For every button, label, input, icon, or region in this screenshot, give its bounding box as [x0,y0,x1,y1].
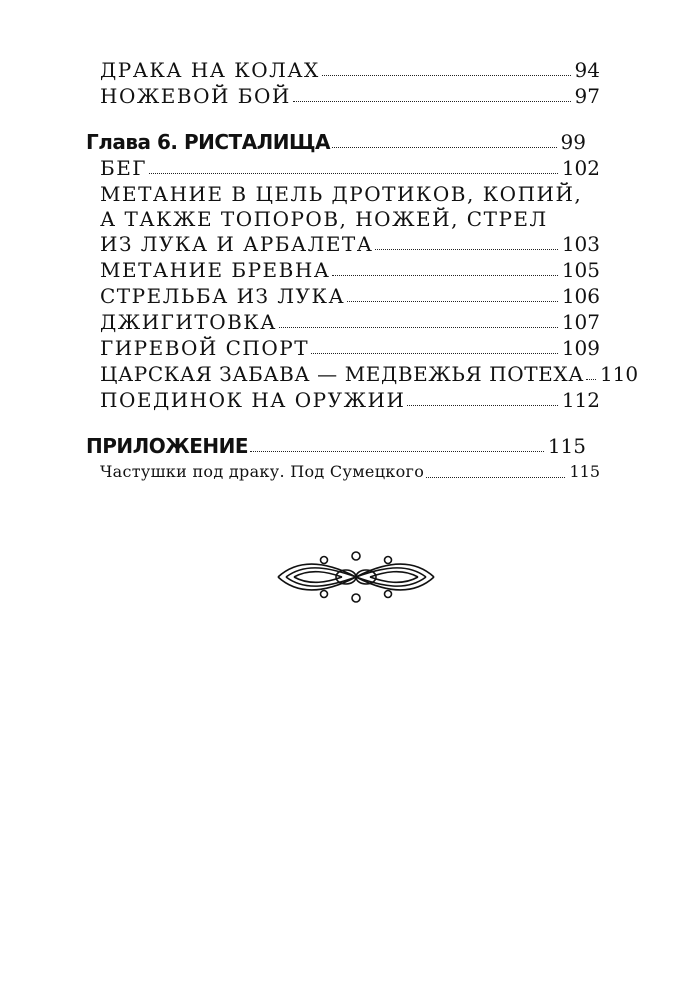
dot-leader [347,301,558,302]
toc-entry-title: СТРЕЛЬБА ИЗ ЛУКА [100,284,346,308]
dot-leader [407,405,557,406]
toc-entry[interactable] [86,232,600,256]
toc-entry-title: МЕТАНИЕ БРЕВНА [100,258,331,282]
toc-entry[interactable] [86,460,600,484]
celtic-knot-icon [276,548,436,606]
toc-entry-page: 94 [574,58,600,82]
toc-entry-page: 103 [561,232,600,256]
dot-leader [149,173,558,174]
toc-entry[interactable] [86,336,600,360]
dot-leader [322,75,571,76]
toc-entry-title-line: МЕТАНИЕ В ЦЕЛЬ ДРОТИКОВ, КОПИЙ, [100,182,583,206]
dot-leader [311,353,558,354]
toc-entry[interactable] [86,84,600,108]
toc-entry-page: 97 [574,84,600,108]
toc-entry[interactable] [86,58,600,82]
toc-entry[interactable] [86,310,600,334]
toc-entry-title: БЕГ [100,156,148,180]
toc-entry-title: ГИРЕВОЙ СПОРТ [100,336,310,360]
toc-entry[interactable] [86,362,639,386]
chapter-page: 99 [560,130,586,154]
toc-appendix-heading[interactable] [86,434,586,458]
appendix-page: 115 [547,434,586,458]
appendix-title: ПРИЛОЖЕНИЕ [86,434,249,458]
toc-entry-page: 105 [561,258,600,282]
toc-entry-title: Частушки под драку. Под Сумецкого [100,462,425,481]
dot-leader [586,379,596,380]
toc-entry-title: ПОЕДИНОК НА ОРУЖИИ [100,388,406,412]
chapter-title: Глава 6. РИСТАЛИЩА [86,130,331,154]
toc-entry[interactable] [86,388,600,412]
toc-entry[interactable] [86,258,600,282]
toc-entry-page: 110 [599,362,639,386]
toc-entry-page: 112 [561,388,600,412]
dot-leader [332,147,557,148]
toc-entry-title-line: А ТАКЖЕ ТОПОРОВ, НОЖЕЙ, СТРЕЛ [100,207,548,231]
dot-leader [332,275,557,276]
toc-entry-title: ИЗ ЛУКА И АРБАЛЕТА [100,232,374,256]
dot-leader [293,101,571,102]
dot-leader [375,249,557,250]
dot-leader [279,327,558,328]
toc-entry-page: 107 [561,310,600,334]
toc-entry-title: ЦАРСКАЯ ЗАБАВА — МЕДВЕЖЬЯ ПОТЕХА [100,362,584,386]
toc-entry-page: 106 [561,284,600,308]
toc-chapter-heading[interactable] [86,130,586,154]
dot-leader [250,451,544,452]
toc-entry[interactable] [86,284,600,308]
toc-entry-title: ДЖИГИТОВКА [100,310,277,334]
toc-entry-page: 102 [561,156,600,180]
toc-entry-title: НОЖЕВОЙ БОЙ [100,84,291,108]
toc-entry-title: ДРАКА НА КОЛАХ [100,58,320,82]
toc-entry-page: 109 [561,336,600,360]
toc-entry[interactable] [86,156,600,180]
toc-entry-page: 115 [569,462,600,481]
dot-leader [426,477,565,478]
